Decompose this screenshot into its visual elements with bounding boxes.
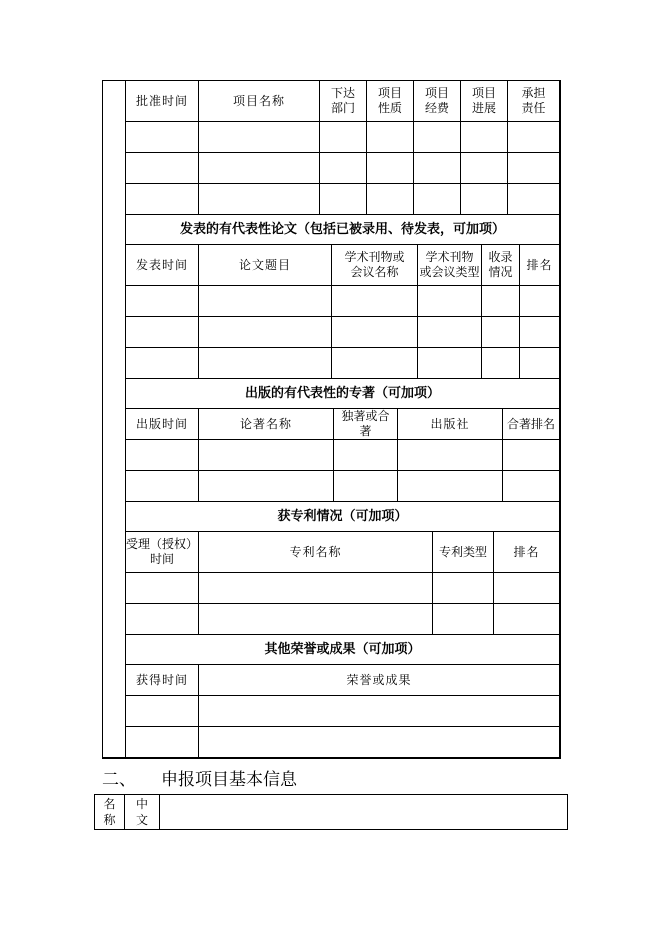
row-rule [125,121,560,122]
table-border-bottom [102,757,561,759]
table-border-left [102,80,103,758]
header-responsibility: 承担 责任 [521,86,546,115]
row-rule [125,470,560,471]
header-award-time: 获得时间 [135,672,188,687]
header-book-publish-time: 出版时间 [135,416,188,431]
papers-section-title: 发表的有代表性论文（包括已被录用、待发表，可加项） [179,222,505,237]
header-journal-name: 学术刊物或 会议名称 [344,250,405,279]
header-patent-name: 专利名称 [289,544,342,559]
row-rule [125,152,560,153]
header-indexing: 收录 情况 [488,250,513,279]
row-rule [125,695,560,696]
patents-section-title: 获专利情况（可加项） [277,509,408,524]
header-patent-type: 专利类型 [438,544,487,559]
header-patent-rank: 排名 [513,544,540,559]
row-rule [125,603,560,604]
name-label: 名 称 [103,797,116,827]
header-honor-result: 荣誉或成果 [346,672,412,687]
row-rule [125,347,560,348]
table-border-bottom [94,829,568,830]
header-coauthor-rank: 合著排名 [506,416,555,431]
row-rule [125,439,560,440]
header-issuing-dept: 下达 部门 [330,86,355,115]
chinese-name-field[interactable] [160,795,567,829]
header-approval-time: 批准时间 [135,93,188,108]
header-patent-time: 受理（授权） 时间 [126,537,199,566]
row-rule [125,285,560,286]
header-paper-title: 论文题目 [238,257,291,272]
row-rule [125,316,560,317]
books-section-title: 出版的有代表性的专著（可加项） [244,386,440,401]
header-book-name: 论著名称 [239,416,292,431]
section-title: 申报项目基本信息 [161,770,297,790]
header-project-funding: 项目 经费 [424,86,449,115]
header-authorship: 独著或合 著 [341,409,390,438]
row-rule [125,572,560,573]
table-border-right [559,80,561,759]
header-paper-rank: 排名 [526,257,553,272]
header-publish-time: 发表时间 [135,257,188,272]
header-project-name: 项目名称 [232,93,285,108]
header-project-progress: 项目 进展 [471,86,496,115]
header-journal-type: 学术刊物 或会议类型 [419,250,480,279]
chinese-label: 中 文 [135,797,148,827]
header-publisher: 出版社 [430,416,470,431]
header-project-nature: 项目 性质 [377,86,402,115]
honors-section-title: 其他荣誉或成果（可加项） [264,642,421,657]
row-rule [125,726,560,727]
section-number: 二、 [102,770,136,790]
row-rule [125,183,560,184]
table-border-right [567,794,568,830]
